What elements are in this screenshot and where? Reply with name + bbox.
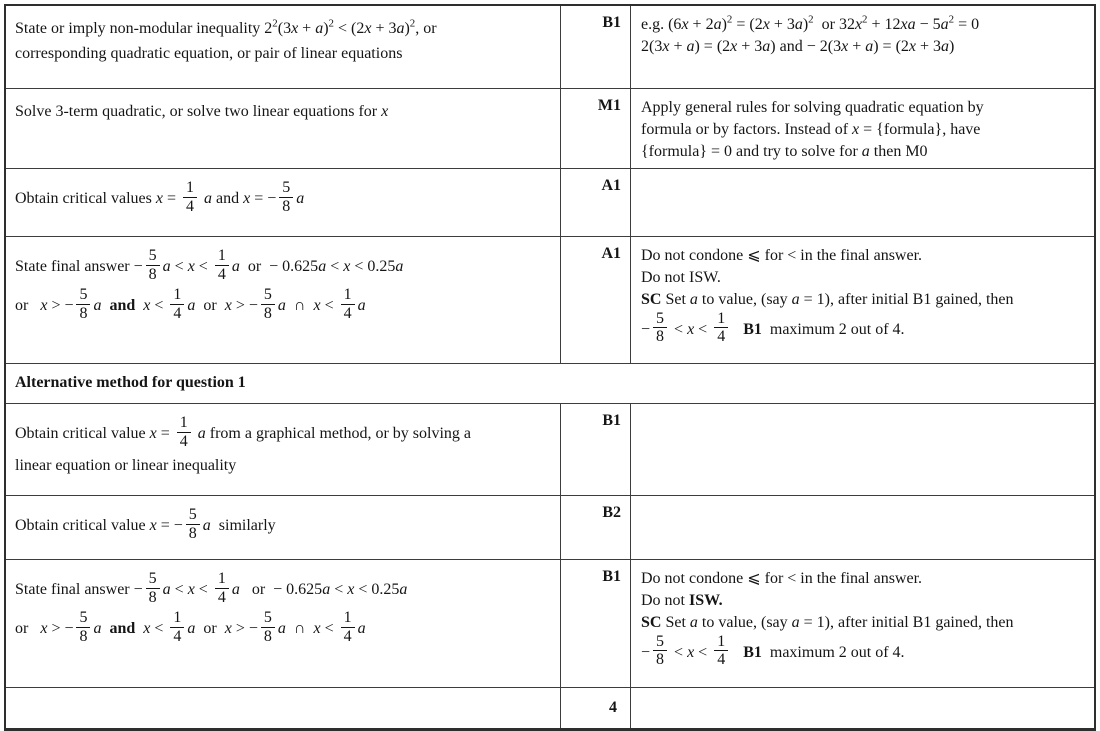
comment-cell bbox=[631, 237, 1094, 363]
comment-cell bbox=[631, 404, 1094, 495]
fraction: $\frac{5}{8}$ bbox=[653, 633, 667, 670]
fraction: $\frac{5}{8}$ bbox=[76, 609, 90, 646]
fraction: $\frac{1}{4}$ bbox=[170, 609, 184, 646]
fraction: $\frac{5}{8}$ bbox=[76, 286, 90, 323]
criterion-line: Obtain critical value x = − $\frac{5}{8}$ a similarly bbox=[15, 506, 276, 543]
comment-line: {formula} = 0 and try to solve for a then M0 bbox=[641, 142, 928, 160]
fraction: $\frac{1}{4}$ bbox=[215, 247, 229, 284]
comment-line: − $\frac{5}{8}$ < x < $\frac{1}{4}$ B1 maximum 2 out of 4. bbox=[641, 632, 905, 669]
criterion-cell bbox=[6, 560, 561, 687]
total-marks-value: 4 bbox=[609, 699, 617, 717]
comment-line: Do not ISW. bbox=[641, 592, 723, 609]
fraction: $\frac{1}{4}$ bbox=[183, 179, 197, 216]
mark-label: B1 bbox=[602, 568, 621, 586]
criterion-line: State final answer − $\frac{5}{8}$ a < x < $\frac{1}{4}$ a or − 0.625a < x < 0.25a bbox=[15, 570, 408, 607]
fraction: $\frac{1}{4}$ bbox=[170, 286, 184, 323]
comment-line: SC Set a to value, (say a = 1), after initial B1 gained, then bbox=[641, 290, 1014, 308]
comment-line: Do not condone ⩽ for < in the final answer. bbox=[641, 247, 923, 265]
fraction: $\frac{1}{4}$ bbox=[714, 310, 728, 347]
table-row bbox=[6, 496, 1094, 560]
criterion-line: Obtain critical values x = $\frac{1}{4}$ a and x = − $\frac{5}{8}$ a bbox=[15, 179, 305, 216]
criterion-cell bbox=[6, 6, 561, 88]
fraction: $\frac{1}{4}$ bbox=[215, 570, 229, 607]
comment-line: Apply general rules for solving quadratic equation by bbox=[641, 99, 984, 116]
comment-cell bbox=[631, 688, 1094, 728]
mark-label: A1 bbox=[601, 245, 621, 263]
alternative-method-row bbox=[6, 364, 1094, 404]
comment-line: formula or by factors. Instead of x = {formula}, have bbox=[641, 120, 981, 138]
mark-label: A1 bbox=[601, 177, 621, 195]
comment-line: e.g. $(6x + 2a)^2 = (2x + 3a)^2$ or $32x^2 + 12xa - 5a^2 = 0$ bbox=[641, 13, 980, 33]
fraction: $\frac{5}{8}$ bbox=[186, 506, 200, 543]
fraction: $\frac{5}{8}$ bbox=[146, 570, 160, 607]
fraction: $\frac{1}{4}$ bbox=[177, 414, 191, 451]
mark-cell bbox=[561, 404, 631, 495]
criterion-line: State final answer − $\frac{5}{8}$ a < x < $\frac{1}{4}$ a or − 0.625a < x < 0.25a bbox=[15, 247, 404, 284]
mark-cell bbox=[561, 237, 631, 363]
criterion-line: linear equation or linear inequality bbox=[15, 457, 237, 475]
comment-line: Do not ISW. bbox=[641, 269, 721, 286]
mark-cell bbox=[561, 560, 631, 687]
criterion-cell bbox=[6, 404, 561, 495]
mark-scheme-table bbox=[4, 4, 1096, 731]
table-row bbox=[6, 169, 1094, 237]
mark-label: B1 bbox=[602, 412, 621, 430]
fraction: $\frac{5}{8}$ bbox=[653, 310, 667, 347]
table-row bbox=[6, 560, 1094, 688]
total-marks-row bbox=[6, 688, 1094, 728]
criterion-line: State or imply non-modular inequality $2^2(3x + a)^2 < (2x + 3a)^2$, or bbox=[15, 17, 437, 37]
comment-cell bbox=[631, 169, 1094, 236]
table-row bbox=[6, 237, 1094, 364]
comment-cell bbox=[631, 89, 1094, 168]
criterion-line: Solve 3-term quadratic, or solve two linear equations for x bbox=[15, 103, 389, 120]
comment-cell bbox=[631, 6, 1094, 88]
mark-cell bbox=[561, 496, 631, 559]
criterion-line: or x > − $\frac{5}{8}$ a and x < $\frac{1}{4}$ a or x > − $\frac{5}{8}$ a ∩ x < $\frac{1}{4}$ a bbox=[15, 609, 366, 645]
fraction: $\frac{1}{4}$ bbox=[714, 633, 728, 670]
criterion-cell bbox=[6, 688, 561, 728]
fraction: $\frac{1}{4}$ bbox=[341, 609, 355, 646]
mark-label: B1 bbox=[602, 14, 621, 31]
criterion-cell bbox=[6, 89, 561, 168]
table-row bbox=[6, 404, 1094, 496]
mark-cell bbox=[561, 688, 631, 728]
mark-cell bbox=[561, 6, 631, 88]
fraction: $\frac{5}{8}$ bbox=[279, 179, 293, 216]
criterion-line: or x > − $\frac{5}{8}$ a and x < $\frac{1}{4}$ a or x > − $\frac{5}{8}$ a ∩ x < $\frac{1}{4}$ a bbox=[15, 286, 366, 322]
mark-label: M1 bbox=[597, 97, 621, 114]
fraction: $\frac{5}{8}$ bbox=[146, 247, 160, 284]
table-row bbox=[6, 6, 1094, 89]
criterion-cell bbox=[6, 169, 561, 236]
comment-line: SC Set a to value, (say a = 1), after initial B1 gained, then bbox=[641, 613, 1014, 631]
alternative-method-label: Alternative method for question 1 bbox=[15, 374, 246, 392]
comment-line: − $\frac{5}{8}$ < x < $\frac{1}{4}$ B1 maximum 2 out of 4. bbox=[641, 309, 905, 346]
criterion-line: Obtain critical value x = $\frac{1}{4}$ a from a graphical method, or by solving a bbox=[15, 414, 472, 451]
mark-cell bbox=[561, 169, 631, 236]
comment-cell bbox=[631, 560, 1094, 687]
table-row bbox=[6, 89, 1094, 169]
criterion-cell bbox=[6, 237, 561, 363]
mark-cell bbox=[561, 89, 631, 168]
comment-cell bbox=[631, 496, 1094, 559]
mark-label: B2 bbox=[602, 504, 621, 522]
comment-line: Do not condone ⩽ for < in the final answer. bbox=[641, 570, 923, 588]
fraction: $\frac{1}{4}$ bbox=[341, 286, 355, 323]
fraction: $\frac{5}{8}$ bbox=[261, 286, 275, 323]
criterion-cell bbox=[6, 496, 561, 559]
fraction: $\frac{5}{8}$ bbox=[261, 609, 275, 646]
comment-line: 2(3x + a) = (2x + 3a) and − 2(3x + a) = (2x + 3a) bbox=[641, 37, 955, 55]
criterion-line: corresponding quadratic equation, or pair of linear equations bbox=[15, 44, 403, 62]
